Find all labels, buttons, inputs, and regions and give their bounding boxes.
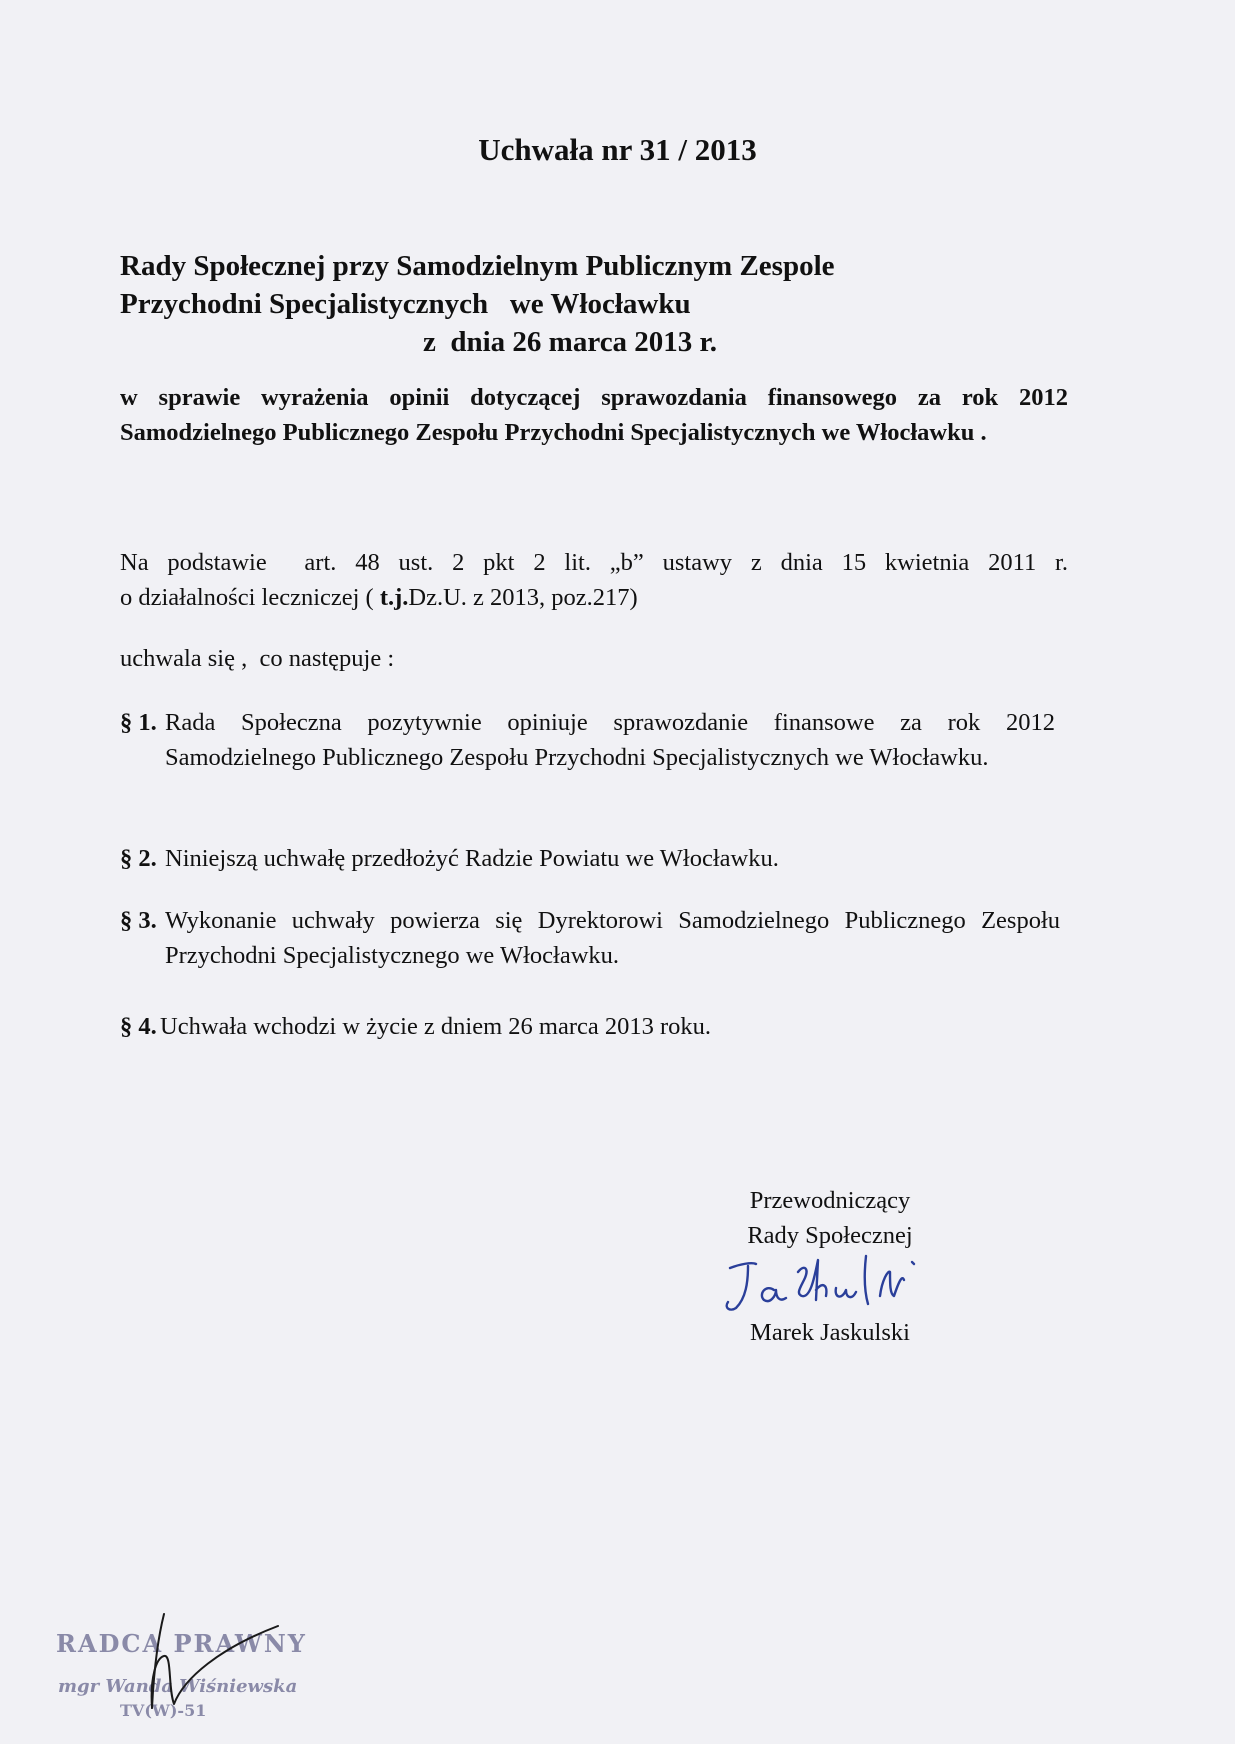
- heading-line-1: Rady Społecznej przy Samodzielnym Publicznym Zespole: [120, 250, 835, 282]
- legal-basis-line-2-bold: t.j.: [379, 584, 409, 611]
- heading-line-2: Przychodni Specjalistycznych we Włocławku: [120, 288, 691, 320]
- paragraph-2-number: § 2.: [120, 845, 157, 872]
- paragraph-2-text: Niniejszą uchwałę przedłożyć Radzie Powiatu we Włocławku.: [165, 845, 779, 872]
- resolution-title: Uchwała nr 31 / 2013: [478, 132, 757, 167]
- paragraph-3-number: § 3.: [120, 907, 157, 934]
- stamp-signature: [140, 1608, 290, 1718]
- stamp-line-3: TV(W)-51: [120, 1701, 207, 1720]
- paragraph-1: [120, 705, 1080, 775]
- paragraph-4-number: § 4.: [120, 1013, 157, 1040]
- resolution-heading: [120, 247, 1080, 361]
- paragraph-1-number: § 1.: [120, 709, 157, 736]
- legal-basis-line-2: [120, 584, 638, 611]
- paragraph-4: [120, 1009, 1080, 1044]
- paragraph-1-text: Rada Społeczna pozytywnie opiniuje sprawozdanie finansowe za rok 2012 Samodzielnego Publicznego Zespołu Przychodni Specjalistycznych we Włocławku.: [165, 709, 1055, 771]
- paragraph-3: [120, 903, 1080, 973]
- resolution-intro: uchwala się , co następuje :: [120, 645, 395, 672]
- signatory-name: Marek Jaskulski: [750, 1319, 910, 1346]
- legal-basis-line-2-pre: o działalności leczniczej (: [120, 584, 380, 611]
- stamp-line-1: RADCA PRAWNY: [56, 1629, 307, 1658]
- heading-date: z dnia 26 marca 2013 r.: [423, 326, 718, 358]
- signatory-role-line-2: Rady Społecznej: [747, 1222, 913, 1249]
- legal-basis-line-1: Na podstawie art. 48 ust. 2 pkt 2 lit. „b” ustawy z dnia 15 kwietnia 2011 r.: [120, 549, 1068, 576]
- legal-basis-line-2-post: Dz.U. z 2013, poz.217): [408, 584, 638, 611]
- handwritten-signature: [718, 1250, 938, 1320]
- resolution-subject: w sprawie wyrażenia opinii dotyczącej sprawozdania finansowego za rok 2012 Samodzielnego Publicznego Zespołu Przychodni Specjalistycznych we Włocławku .: [120, 384, 1068, 446]
- paragraph-3-text: Wykonanie uchwały powierza się Dyrektorowi Samodzielnego Publicznego Zespołu Przychodni Specjalistycznego we Włocławku.: [165, 907, 1060, 969]
- signatory-role-line-1: Przewodniczący: [749, 1187, 911, 1214]
- legal-basis: [120, 545, 1068, 615]
- paragraph-2: [120, 841, 1080, 876]
- paragraph-4-text: Uchwała wchodzi w życie z dniem 26 marca 2013 roku.: [160, 1013, 712, 1040]
- stamp-line-2: mgr Wanda Wiśniewska: [58, 1676, 298, 1697]
